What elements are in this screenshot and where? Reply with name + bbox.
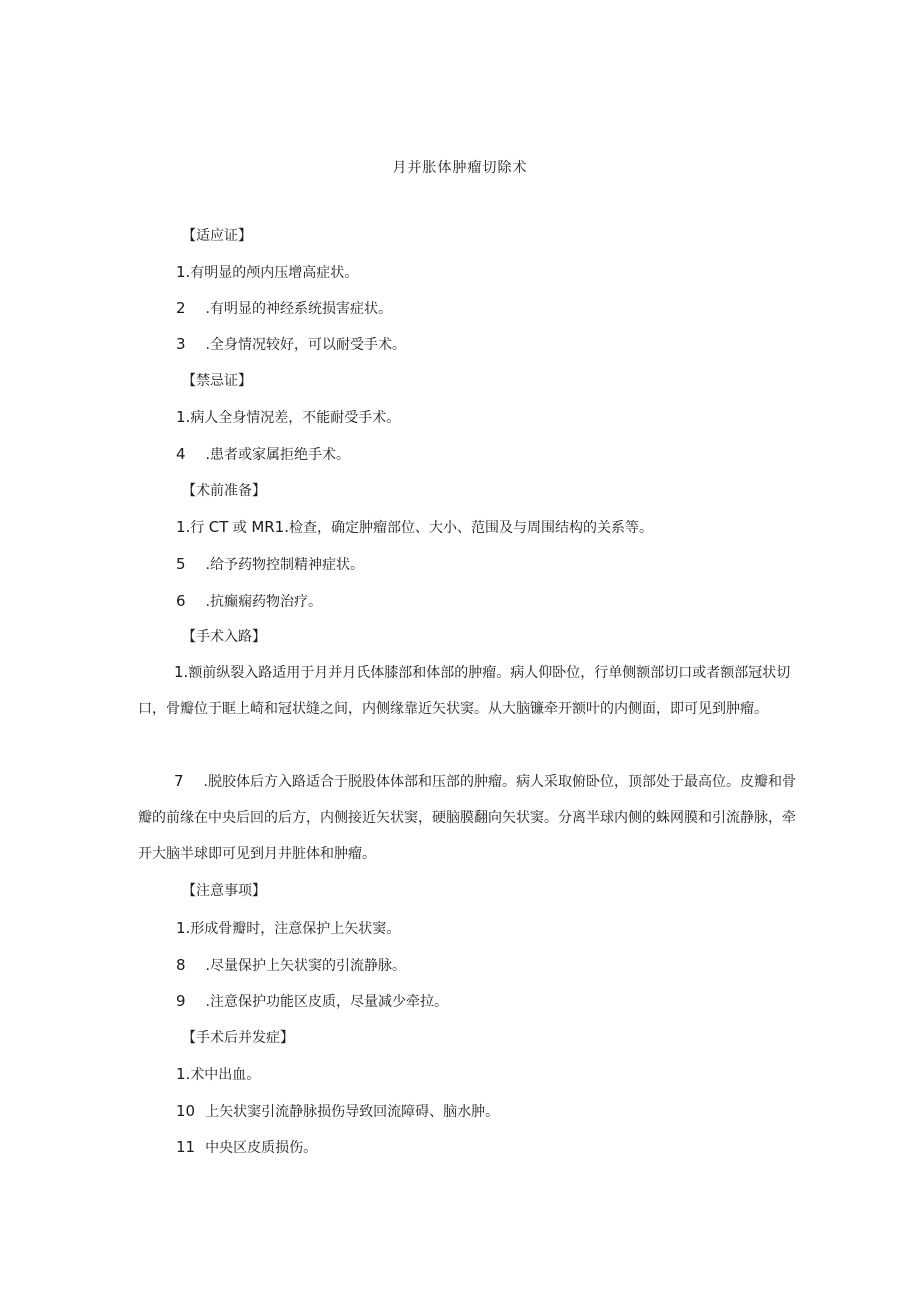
item-text: .全身情况较好，可以耐受手术。 (205, 337, 406, 353)
item-text: 形成骨瓣时，注意保护上矢状窦。 (190, 921, 401, 937)
list-item (176, 517, 653, 538)
item-text: 或 (228, 520, 252, 536)
section-heading-indications: 【适应证】 (182, 228, 252, 244)
list-item (176, 554, 364, 575)
paragraph-text: .脱胶体后方入路适合于脱股体体部和压部的肿瘤。病人采取俯卧位，顶部处于最高位。皮瓣和骨瓣的前缘在中央后回的后方，内侧接近矢状窦，硬脑膜翻向矢状窦。分离半球内侧的蛛网膜和引流静脉，牵开大脑半球即可见到月井脏体和肿瘤。 (138, 774, 796, 862)
section-heading-contraindications: 【禁忌证】 (182, 373, 252, 389)
list-item (176, 955, 406, 976)
item-number: 4 (176, 445, 186, 463)
item-text: 行 (190, 520, 209, 536)
item-number: 6 (176, 592, 186, 610)
section-heading-notes: 【注意事项】 (182, 883, 266, 899)
list-item (176, 1064, 260, 1085)
paragraph-text: 额前纵裂入路适用于月并月氏体膝部和体部的肿瘤。病人仰卧位，行单侧额部切口或者额部冠状切口，骨瓣位于眶上崎和冠状缝之间，内侧缘靠近矢状窦。从大脑镰牵开额叶的内侧面，即可见到肿瘤。 (138, 665, 791, 717)
list-item (176, 991, 448, 1012)
list-item (176, 298, 392, 319)
list-item (176, 407, 400, 428)
item-number: 10 (176, 1102, 196, 1120)
section-heading-approach: 【手术入路】 (182, 629, 266, 645)
item-number: 1. (176, 1065, 191, 1083)
item-number: 1. (176, 263, 191, 281)
list-item (176, 918, 400, 939)
item-number: 1. (176, 518, 191, 536)
item-number: 5 (176, 555, 186, 573)
item-number: 1. (176, 919, 191, 937)
item-number: 1. (176, 408, 191, 426)
item-text: .尽量保护上矢状窦的引流静脉。 (205, 958, 406, 974)
item-text: MR1. (251, 518, 289, 536)
item-number: 1. (174, 663, 189, 681)
item-text: .注意保护功能区皮质，尽量减少牵拉。 (205, 994, 448, 1010)
item-text: 检查，确定肿瘤部位、大小、范围及与周围结构的关系等。 (289, 520, 653, 536)
item-text: 病人全身情况差，不能耐受手术。 (190, 410, 401, 426)
section-heading-preop: 【术前准备】 (182, 483, 266, 499)
list-item (176, 444, 350, 465)
document-title: 月并胀体肿瘤切除术 (392, 160, 528, 176)
item-number: 8 (176, 956, 186, 974)
item-text: .抗癫痫药物治疗。 (205, 594, 322, 610)
item-text: CT (208, 518, 229, 536)
item-text: .患者或家属拒绝手术。 (205, 447, 350, 463)
item-number: 11 (176, 1138, 196, 1156)
item-text: .有明显的神经系统损害症状。 (205, 301, 392, 317)
item-number: 2 (176, 299, 186, 317)
item-number: 3 (176, 335, 186, 353)
item-text: 有明显的颅内压增高症状。 (190, 265, 359, 281)
item-text: 上矢状窦引流静脉损伤导致回流障碍、脑水肿。 (205, 1104, 500, 1120)
paragraph (138, 654, 798, 727)
list-item (176, 1101, 499, 1122)
item-number: 7 (174, 772, 184, 790)
item-number: 9 (176, 992, 186, 1010)
item-text: 中央区皮质损伤。 (205, 1140, 318, 1156)
list-item (176, 334, 406, 355)
item-text: 术中出血。 (190, 1067, 261, 1083)
section-heading-complications: 【手术后并发症】 (182, 1030, 294, 1046)
list-item (176, 591, 322, 612)
list-item (176, 262, 358, 283)
list-item (176, 1137, 317, 1158)
item-text: .给予药物控制精神症状。 (205, 557, 364, 573)
paragraph (138, 763, 798, 872)
